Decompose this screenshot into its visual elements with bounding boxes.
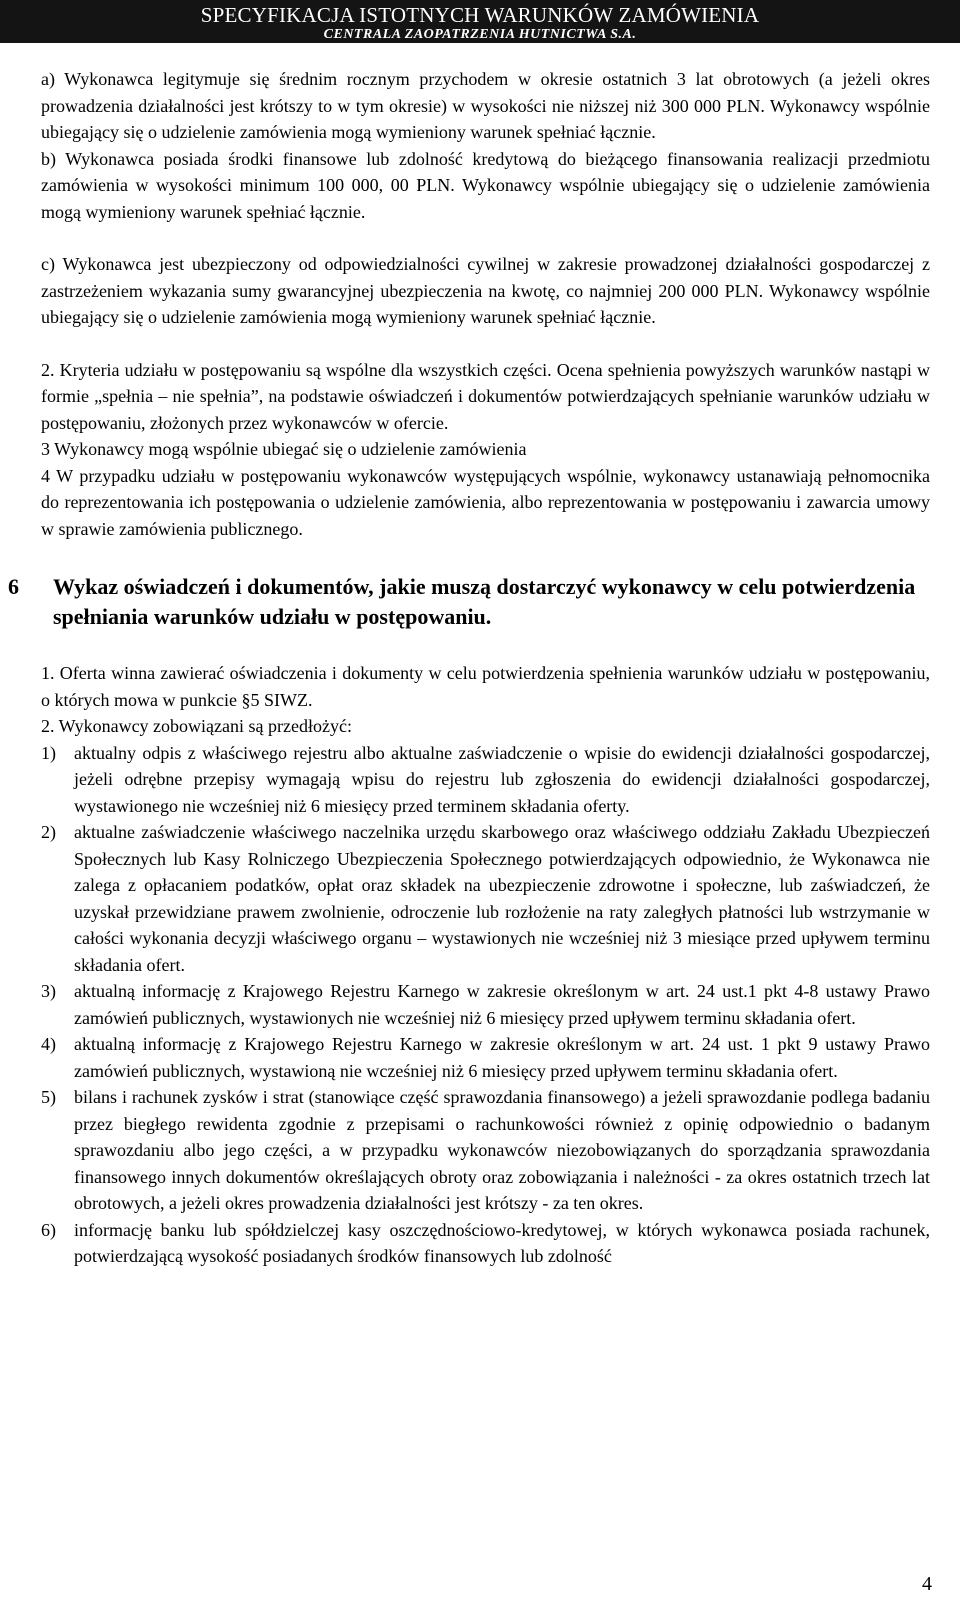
list-item (41, 1031, 930, 1084)
header-title: SPECYFIKACJA ISTOTNYCH WARUNKÓW ZAMÓWIENIA (200, 3, 760, 27)
section-intro-2: 2. Wykonawcy zobowiązani są przedłożyć: (41, 716, 352, 736)
spacer (41, 542, 930, 572)
list-item-text: bilans i rachunek zysków i strat (stanowiące część sprawozdania finansowego) a jeżeli sprawozdanie podlega badaniu przez biegłego rewidenta zgodnie z przepisami o rachunkowości również z opinię odpowiednio o badanym sprawozdaniu albo jego części, a w przypadku wykonawców niezobowiązanych do sporządzania sprawozdania finansowego innych dokumentów określających obroty oraz zobowiązania i należności - za okres ostatnich trzech lat obrotowych, a jeżeli okres prowadzenia działalności jest krótszy - za ten okres. (74, 1087, 930, 1213)
list-item-text: aktualny odpis z właściwego rejestru albo aktualne zaświadczenie o wpisie do ewidencji działalności gospodarczej, jeżeli odrębne przepisy wymagają wpisu do rejestru lub zgłoszenia do ewidencji działalności gospodarczej, wystawionego nie wcześniej niż 6 miesięcy przed terminem składania oferty. (74, 742, 930, 816)
list-item (41, 819, 930, 978)
paragraph-c: c) Wykonawca jest ubezpieczony od odpowiedzialności cywilnej w zakresie prowadzonej działalności gospodarczej z zastrzeżeniem wykazania sumy gwarancyjnej ubezpieczenia na kwotę, co najmniej 200 000 PLN. Wykonawcy wspólnie ubiegający się o udzielenie zamówienia mogą wymieniony warunek spełniać łącznie. (41, 254, 930, 327)
list-item-text: aktualną informację z Krajowego Rejestru Karnego w zakresie określonym w art. 24 ust. 1 pkt 9 ustawy Prawo zamówień publicznych, wystawioną nie wcześniej niż 6 miesięcy przed upływem terminu składania ofert. (74, 1034, 930, 1081)
list-item-text: aktualną informację z Krajowego Rejestru Karnego w zakresie określonym w art. 24 ust.1 pkt 4-8 ustawy Prawo zamówień publicznych, wystawionych nie wcześniej niż 6 miesięcy przed upływem terminu składania ofert. (74, 981, 930, 1028)
section-title: Wykaz oświadczeń i dokumentów, jakie muszą dostarczyć wykonawcy w celu potwierdzenia spełniania warunków udziału w postępowaniu. (53, 574, 916, 629)
list-item (41, 1084, 930, 1217)
section-6-heading (8, 572, 930, 632)
section-number: 6 (8, 574, 19, 599)
spacer (41, 632, 930, 660)
paragraph-3: 3 Wykonawcy mogą wspólnie ubiegać się o udzielenie zamówienia (41, 439, 527, 459)
document-body (8, 66, 930, 1270)
page-header (0, 0, 960, 43)
list-item-number: 4) (41, 1034, 56, 1054)
list-item-number: 2) (41, 822, 56, 842)
spacer (41, 331, 930, 357)
paragraph-b: b) Wykonawca posiada środki finansowe lub zdolność kredytową do bieżącego finansowania realizacji przedmiotu zamówienia w wysokości minimum 100 000, 00 PLN. Wykonawcy wspólnie ubiegający się o udzielenie zamówienia mogą wymieniony warunek spełniać łącznie. (41, 148, 930, 222)
list-item (41, 1217, 930, 1270)
page-number: 4 (922, 1573, 932, 1595)
section-intro-1: 1. Oferta winna zawierać oświadczenia i dokumenty w celu potwierdzenia spełnienia warunków udziału w postępowaniu, o których mowa w punkcie §5 SIWZ. (41, 663, 930, 710)
list-item-number: 3) (41, 981, 56, 1001)
list-item-number: 6) (41, 1219, 56, 1240)
spacer (41, 225, 930, 251)
paragraph-a: a) Wykonawca legitymuje się średnim rocznym przychodem w okresie ostatnich 3 lat obrotowych (a jeżeli okres prowadzenia działalności jest krótszy to w tym okresie) w wysokości nie niższej niż 300 000 PLN. Wykonawcy wspólnie ubiegający się o udzielenie zamówienia mogą wymieniony warunek spełniać łącznie. (41, 69, 930, 142)
list-item-number: 1) (41, 742, 56, 763)
paragraph-2: 2. Kryteria udziału w postępowaniu są wspólne dla wszystkich części. Ocena spełnienia powyższych warunków nastąpi w formie „spełnia – nie spełnia”, na podstawie oświadczeń i dokumentów potwierdzających spełnianie warunków udziału w postępowaniu, złożonych przez wykonawców w ofercie. (41, 359, 930, 433)
paragraph-4: 4 W przypadku udziału w postępowaniu wykonawców występujących wspólnie, wykonawcy ustanawiają pełnomocnika do reprezentowania ich postępowania o udzielenie zamówienia, albo reprezentowania w postępowaniu i zawarcia umowy w sprawie zamówienia publicznego. (41, 465, 930, 539)
list-item (41, 740, 930, 820)
header-subtitle: CENTRALA ZAOPATRZENIA HUTNICTWA S.A. (323, 27, 637, 42)
list-item-text: aktualne zaświadczenie właściwego naczelnika urzędu skarbowego oraz właściwego oddziału Zakładu Ubezpieczeń Społecznych lub Kasy Rolniczego Ubezpieczenia Społecznego potwierdzających odpowiednio, że Wykonawca nie zalega z opłacaniem podatków, opłat oraz składek na ubezpieczenie zdrowotne i społeczne, lub zaświadczeń, że uzyskał przewidziane prawem zwolnienie, odroczenie lub rozłożenie na raty zaległych płatności lub wstrzymanie w całości wykonania decyzji właściwego organu – wystawionych nie wcześniej niż 3 miesiące przed upływem terminu składania ofert. (74, 822, 930, 975)
list-item-number: 5) (41, 1087, 56, 1107)
list-item (41, 978, 930, 1031)
list-item-text: informację banku lub spółdzielczej kasy oszczędnościowo-kredytowej, w których wykonawca posiada rachunek, potwierdzającą wysokość posiadanych środków finansowych lub zdolność (74, 1219, 930, 1266)
